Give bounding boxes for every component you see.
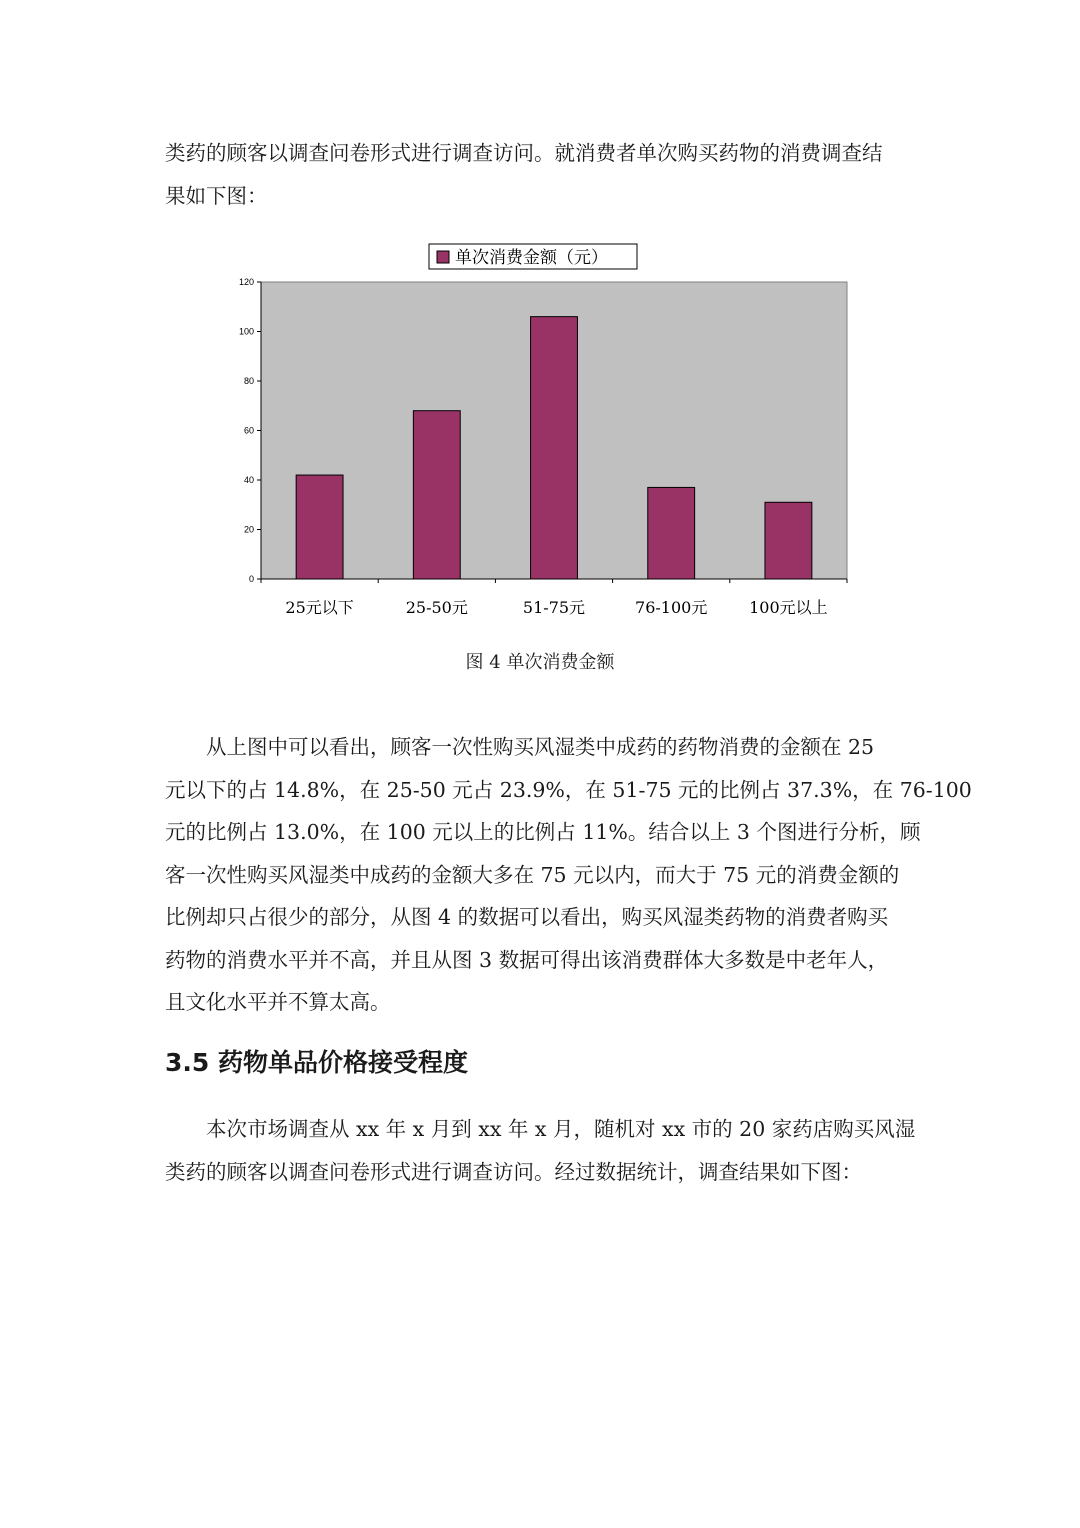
text-line: 类药的顾客以调查问卷形式进行调查访问。经过数据统计，调查结果如下图： xyxy=(165,1159,862,1184)
legend-swatch xyxy=(437,251,449,263)
text-line: 果如下图： xyxy=(165,183,268,208)
y-tick-label: 20 xyxy=(243,524,254,535)
bar xyxy=(413,411,460,579)
bar xyxy=(765,502,812,579)
text-line: 本次市场调查从 xx 年 x 月到 xx 年 x 月，随机对 xx 市的 20 家药店购买风湿 xyxy=(206,1117,916,1141)
text-line: 客一次性购买风湿类中成药的金额大多在 75 元以内，而大于 75 元的消费金额的 xyxy=(165,862,900,887)
y-tick-label: 80 xyxy=(243,376,254,386)
text-line: 类药的顾客以调查问卷形式进行调查访问。就消费者单次购买药物的消费调查结 xyxy=(165,141,883,165)
bar xyxy=(296,475,343,579)
text-line: 且文化水平并不算太高。 xyxy=(165,990,391,1014)
y-tick-label: 40 xyxy=(243,475,254,485)
bar xyxy=(531,317,578,579)
intro-paragraph xyxy=(165,132,917,217)
text-line: 比例却只占很少的部分，从图 4 的数据可以看出，购买风湿类药物的消费者购买 xyxy=(165,905,889,929)
figure-caption: 图 4 单次消费金额 xyxy=(465,652,615,673)
y-tick-label: 100 xyxy=(238,326,254,337)
text-line: 从上图中可以看出，顾客一次性购买风湿类中成药的药物消费的金额在 25 xyxy=(206,735,875,759)
legend-label: 单次消费金额（元） xyxy=(455,248,608,268)
analysis-paragraph xyxy=(165,726,972,1024)
x-category-label: 25元以下 xyxy=(285,598,354,617)
section-heading: 3.5 药物单品价格接受程度 xyxy=(165,1048,468,1077)
text-line: 元以下的占 14.8%，在 25-50 元占 23.9%，在 51-75 元的比例占 37.3%，在 76-100 xyxy=(165,777,972,802)
text-line: 药物的消费水平并不高，并且从图 3 数据可得出该消费群体大多数是中老年人， xyxy=(165,947,889,972)
y-tick-label: 0 xyxy=(248,574,254,584)
x-category-label: 25-50元 xyxy=(405,598,468,617)
x-category-label: 76-100元 xyxy=(635,598,708,617)
y-tick-label: 120 xyxy=(238,277,254,287)
bar-chart xyxy=(225,240,855,630)
text-line: 元的比例占 13.0%，在 100 元以上的比例占 11%。结合以上 3 个图进行分析，顾 xyxy=(165,820,921,844)
survey-paragraph xyxy=(165,1108,917,1193)
x-category-label: 51-75元 xyxy=(522,598,586,617)
bar xyxy=(648,487,695,579)
chart-svg xyxy=(225,240,855,630)
y-tick-label: 60 xyxy=(243,425,254,436)
x-category-label: 100元以上 xyxy=(749,598,828,617)
